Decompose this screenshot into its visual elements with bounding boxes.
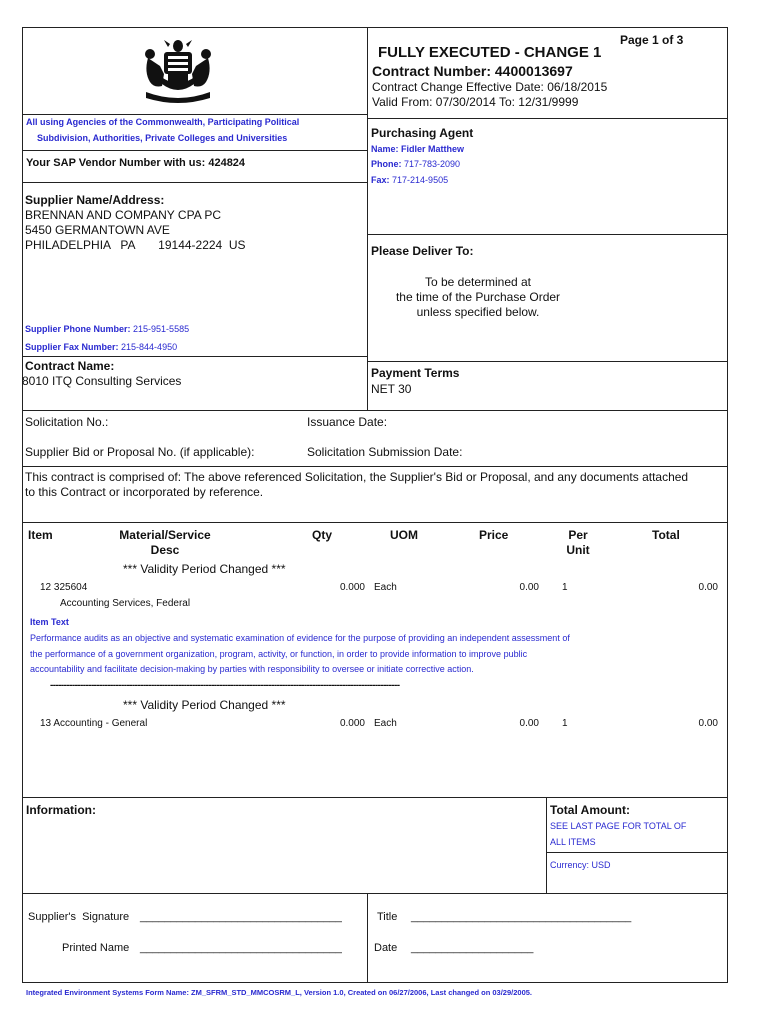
frame-bottom [22, 982, 728, 983]
line-agencies-top [22, 114, 368, 115]
line-solicitation-top [22, 410, 728, 411]
agencies-line-1: All using Agencies of the Commonwealth, Participating Political [26, 117, 300, 127]
line-table-top [22, 522, 728, 523]
supplier-phone-label: Supplier Phone Number: [25, 324, 131, 334]
item-13-uom: Each [374, 718, 397, 729]
frame-left [22, 27, 23, 983]
form-footer: Integrated Environment Systems Form Name: ZM_SFRM_STD_MMCOSRM_L, Version 1.0, Created on 06/27/2006, Last changed on 03/29/2005. [26, 988, 532, 997]
document-title: FULLY EXECUTED - CHANGE 1 [378, 44, 602, 61]
item-separator: -------------------------------------------------------------------------------------------------------------------------------- [50, 680, 400, 691]
line-vendor-top [22, 150, 368, 151]
agent-name [371, 144, 464, 154]
item-12-total: 0.00 [698, 582, 718, 593]
deliver-line-2: the time of the Purchase Order [395, 290, 561, 304]
submission-date: Solicitation Submission Date: [307, 445, 463, 459]
item-12-qty: 0.000 [339, 582, 365, 593]
agent-phone-value: 717-783-2090 [404, 159, 461, 169]
title-field[interactable]: ____________________________________ [411, 911, 632, 923]
item-13-price: 0.00 [519, 718, 539, 729]
date-label: Date [374, 942, 398, 954]
currency: Currency: USD [550, 860, 611, 870]
page-indicator: Page 1 of 3 [620, 33, 684, 47]
validity-changed-1: *** Validity Period Changed *** [123, 562, 286, 576]
issuance-date: Issuance Date: [307, 415, 388, 429]
item-text-line-3: accountability and facilitate decision-making by parties with responsibility to oversee or initiate corrective action. [30, 664, 474, 674]
item-13-qty: 0.000 [339, 718, 365, 729]
line-vendor-bottom [22, 182, 368, 183]
validity-changed-2: *** Validity Period Changed *** [123, 698, 286, 712]
col-material-1: Material/Service [119, 528, 211, 542]
supplier-phone-value: 215-951-5585 [133, 324, 190, 334]
col-uom: UOM [390, 528, 418, 542]
purchasing-agent-heading: Purchasing Agent [371, 126, 474, 140]
line-comprised-top [22, 466, 728, 467]
sap-vendor-number: Your SAP Vendor Number with us: 424824 [26, 157, 246, 169]
item-12-per: 1 [562, 582, 568, 593]
contract-number: Contract Number: 4400013697 [372, 63, 573, 79]
line-deliver-top [367, 234, 728, 235]
divider-v-info [546, 797, 547, 894]
contract-name-heading: Contract Name: [25, 359, 115, 373]
item-12-number: 12 325604 [40, 582, 88, 593]
line-contract-top [22, 356, 368, 357]
line-agent-top [367, 118, 728, 119]
commonwealth-seal-icon [140, 38, 216, 106]
line-signature-top [22, 893, 728, 894]
deliver-heading: Please Deliver To: [371, 244, 474, 258]
col-per-1: Per [568, 528, 588, 542]
solicitation-no: Solicitation No.: [25, 415, 109, 429]
item-13-total: 0.00 [698, 718, 718, 729]
line-info-top [22, 797, 728, 798]
agent-fax-value: 717-214-9505 [392, 175, 449, 185]
agent-phone-label: Phone: [371, 159, 402, 169]
comprised-line-1: This contract is comprised of: The above referenced Solicitation, the Supplier's Bid or Proposal, and any documents attached [25, 470, 689, 484]
item-text-line-2: the performance of a government organization, program, activity, or function, in order to provide information to improve public [30, 649, 528, 659]
payment-terms-heading: Payment Terms [371, 366, 460, 380]
supplier-fax-label: Supplier Fax Number: [25, 342, 119, 352]
change-effective-date: Contract Change Effective Date: 06/18/2015 [372, 80, 608, 94]
valid-dates: Valid From: 07/30/2014 To: 12/31/9999 [372, 95, 579, 109]
supplier-signature-label: Supplier's Signature [28, 911, 130, 923]
comprised-line-2: to this Contract or incorporated by reference. [25, 485, 264, 499]
item-13-number: 13 Accounting - General [40, 718, 148, 729]
line-currency-top [546, 852, 728, 853]
item-13-per: 1 [562, 718, 568, 729]
supplier-fax-value: 215-844-4950 [121, 342, 178, 352]
col-qty: Qty [312, 528, 333, 542]
printed-name-label: Printed Name [62, 942, 130, 954]
item-text-line-1: Performance audits as an objective and systematic examination of evidence for the purpose of providing an independent assessment of [30, 633, 570, 643]
date-field[interactable]: ____________________ [411, 942, 534, 954]
printed-name-field[interactable]: _________________________________ [140, 942, 342, 954]
deliver-line-1: To be determined at [424, 275, 532, 289]
agent-phone [371, 159, 460, 169]
deliver-line-3: unless specified below. [416, 305, 540, 319]
payment-terms-value: NET 30 [371, 382, 412, 396]
item-12-price: 0.00 [519, 582, 539, 593]
agent-name-value: Fidler Matthew [401, 144, 465, 154]
col-per-2: Unit [566, 543, 590, 557]
supplier-line-1: BRENNAN AND COMPANY CPA PC [25, 208, 222, 222]
total-amount-heading: Total Amount: [550, 803, 630, 817]
supplier-heading: Supplier Name/Address: [25, 193, 165, 207]
agencies-line-2: Subdivision, Authorities, Private Colleges and Universities [37, 133, 288, 143]
item-12-uom: Each [374, 582, 397, 593]
agent-name-label: Name: [371, 144, 399, 154]
frame-top [22, 27, 728, 28]
col-material-2: Desc [150, 543, 180, 557]
supplier-line-3: PHILADELPHIA PA 19144-2224 US [25, 238, 246, 252]
line-payment-top [367, 361, 728, 362]
information-heading: Information: [26, 803, 96, 817]
total-amount-line-2: ALL ITEMS [550, 837, 596, 847]
supplier-phone [25, 324, 189, 334]
agent-fax [371, 175, 448, 185]
agent-fax-label: Fax: [371, 175, 390, 185]
contract-name-value: 8010 ITQ Consulting Services [22, 374, 182, 388]
item-text-label: Item Text [30, 617, 69, 627]
divider-v-signature [367, 893, 368, 983]
item-12-desc: Accounting Services, Federal [60, 598, 191, 609]
col-item: Item [28, 528, 53, 542]
col-total: Total [652, 528, 680, 542]
divider-v-top [367, 27, 368, 410]
title-label: Title [377, 911, 398, 923]
frame-right [727, 27, 728, 983]
total-amount-line-1: SEE LAST PAGE FOR TOTAL OF [550, 821, 687, 831]
supplier-signature-field[interactable]: _________________________________ [140, 911, 342, 923]
col-price: Price [479, 528, 509, 542]
supplier-fax [25, 342, 177, 352]
supplier-bid-no: Supplier Bid or Proposal No. (if applicable): [25, 445, 255, 459]
supplier-line-2: 5450 GERMANTOWN AVE [25, 223, 170, 237]
